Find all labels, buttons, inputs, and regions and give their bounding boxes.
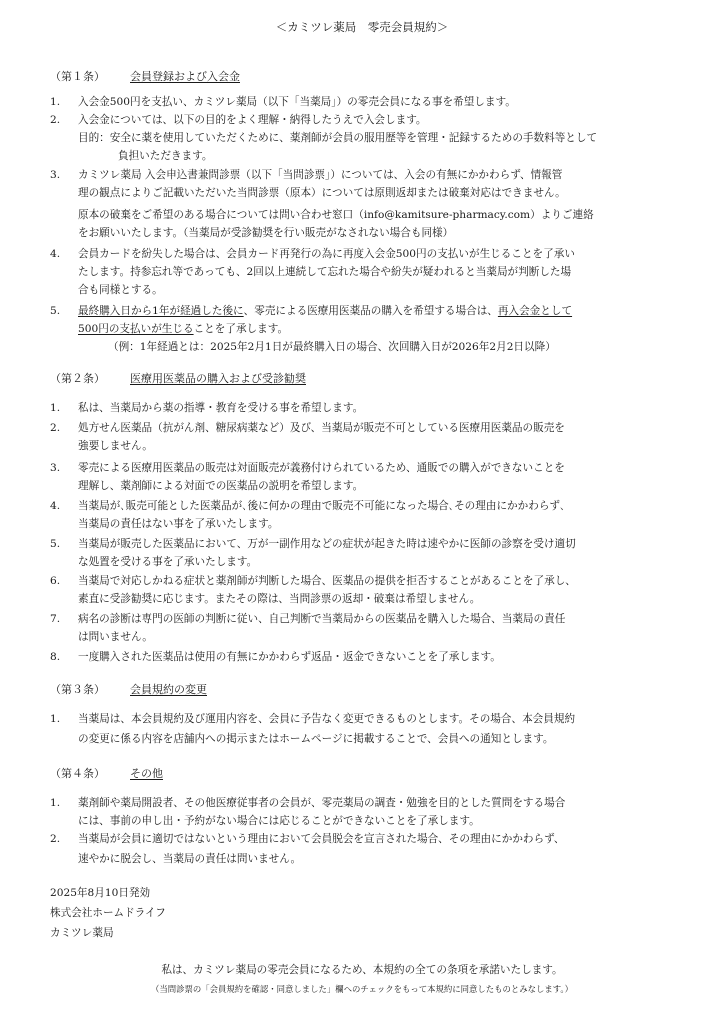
section-number: （第２条） (50, 372, 105, 385)
clause-1-3-line3: 原本の破棄をご希望のある場合については問い合わせ窓口（info@kamitsure-pharmacy.com）よりご連絡 (78, 209, 594, 221)
clause-2-2-line2: 強要しません。 (78, 440, 153, 452)
clause-1-1: 1. 入会金500円を支払い、カミツレ薬局（以下「当薬局」）の零売会員になる事を希望します。 (50, 96, 516, 108)
clause-1-5-line2: 500円の支払いが生じることを了承します。 (78, 323, 289, 335)
clause-1-4-line2: たします。持参忘れ等であっても、2回以上連続して忘れた場合や紛失が疑われると当薬局が判断した場 (78, 266, 572, 278)
section-title: 医療用医薬品の購入および受診勧奨 (130, 372, 306, 385)
section-title: 会員登録および入会金 (130, 70, 240, 83)
section-title: その他 (130, 767, 163, 780)
clause-1-4: 4. 会員カードを紛失した場合は、会員カード再発行の為に再度入会金500円の支払いが生じることを了承い (50, 248, 575, 260)
clause-1-2-purpose-cont: 負担いただきます。 (118, 150, 213, 162)
clause-4-2: 2. 当薬局が会員に適切ではないという理由において会員脱会を宣言された場合、その理由にかかわらず、 (50, 833, 565, 845)
clause-2-7-line2: は問いません。 (78, 631, 153, 643)
clause-3-1-line2: の変更に係る内容を店舗内への掲示またはホームページに掲載することで、会員への通知とします。 (78, 733, 554, 745)
clause-2-8: 8. 一度購入された医薬品は使用の有無にかかわらず返品・返金できないことを了承します。 (50, 651, 501, 663)
clause-1-3: 3. カミツレ薬局 入会申込書兼問診票（以下「当問診票」）については、入会の有無にかかわらず、情報管 (50, 169, 563, 181)
underlined-text: 最終購入日から1年が経過した後に (78, 305, 244, 317)
clause-2-6: 6. 当薬局で対応しかねる症状と薬剤師が判断した場合、医薬品の提供を拒否することがあることを了承し、 (50, 575, 576, 587)
clause-2-5-line2: な処置を受ける事を了承いたします。 (78, 556, 258, 568)
section-4-heading (50, 765, 163, 782)
clause-2-4: 4. 当薬局が､販売可能とした医薬品が､後に何かの理由で販売不可能になった場合､その理由にかかわらず､ (50, 500, 566, 512)
clause-2-6-line2: 素直に受診勧奨に応じます。またその際は、当問診票の返却・破棄は希望しません。 (78, 593, 481, 605)
section-number: （第４条） (50, 767, 105, 780)
clause-1-4-line3: 合も同様とする。 (78, 284, 163, 296)
agreement-note: （当問診票の「会員規約を確認・同意しました」欄へのチェックをもって本規約に同意したものとみなします。） (150, 984, 573, 994)
section-2-heading (50, 370, 306, 387)
clause-1-5: 5. 最終購入日から1年が経過した後に、零売による医療用医薬品の購入を希望する場合は、再入会金として (50, 305, 573, 317)
clause-2-7: 7. 病名の診断は専門の医師の判断に従い、自己判断で当薬局からの医薬品を購入した場合、当薬局の責任 (50, 613, 566, 625)
clause-2-3: 3. 零売による医療用医薬品の販売は対面販売が義務付けられているため、通販での購入ができないことを (50, 462, 565, 474)
clause-4-1-line2: には、事前の申し出・予約がない場合には応じることができないことを了承します。 (78, 815, 480, 827)
pharmacy-name: カミツレ薬局 (50, 927, 114, 939)
clause-1-3-line2: 理の観点によりご記載いただいた当問診票（原本）については原則返却または破棄対応はできません。 (78, 187, 566, 199)
clause-1-5-example: （例：1年経過とは：2025年2月1日が最終購入日の場合、次回購入日が2026年2月2日以降） (108, 341, 556, 353)
section-number: （第１条） (50, 70, 105, 83)
section-1-heading (50, 68, 240, 85)
document-title: ＜カミツレ薬局 零売会員規約＞ (275, 20, 449, 34)
clause-2-4-line2: 当薬局の責任はない事を了承いたします。 (78, 518, 279, 530)
section-3-heading (50, 681, 207, 698)
clause-1-2-purpose: 目的：安全に薬を使用していただくために、薬剤師が会員の服用歴等を管理・記録するための手数料等として (78, 132, 598, 144)
clause-3-1: 1. 当薬局は、本会員規約及び運用内容を、会員に予告なく変更できるものとします。その場合、本会員規約 (50, 713, 576, 725)
clause-2-1: 1. 私は、当薬局から薬の指導・教育を受ける事を希望します。 (50, 402, 364, 414)
underlined-text: 再入会金として (497, 305, 573, 317)
clause-2-3-line2: 理解し、薬剤師による対面での医薬品の説明を希望します。 (78, 480, 364, 492)
underlined-text: 500円の支払いが生じる (78, 323, 194, 335)
clause-2-2: 2. 処方せん医薬品（抗がん剤、糖尿病薬など）及び、当薬局が販売不可としている医療用医薬品の販売を (50, 422, 565, 434)
section-number: （第３条） (50, 683, 105, 696)
clause-2-5: 5. 当薬局が販売した医薬品において、万が一副作用などの症状が起きた時は速やかに医師の診察を受け適切 (50, 538, 576, 550)
company-name: 株式会社ホームドライフ (50, 907, 166, 919)
clause-1-3-line4: をお願いいたします。（当薬局が受診勧奨を行い販売がなされない場合も同様） (78, 227, 454, 239)
clause-4-2-line2: 速やかに脱会し、当薬局の責任は問いません。 (78, 853, 302, 865)
section-title: 会員規約の変更 (130, 683, 207, 696)
clause-4-1: 1. 薬剤師や薬局開設者、その他医療従事者の会員が、零売薬局の調査・勉強を目的とした質問をする場合 (50, 797, 566, 809)
effective-date: 2025年8月10日発効 (50, 887, 151, 899)
clause-1-2: 2. 入会金については、以下の目的をよく理解・納得したうえで入会します。 (50, 114, 427, 126)
agreement-statement: 私は、カミツレ薬局の零売会員になるため、本規約の全ての条項を承諾いたします。 (161, 964, 563, 976)
